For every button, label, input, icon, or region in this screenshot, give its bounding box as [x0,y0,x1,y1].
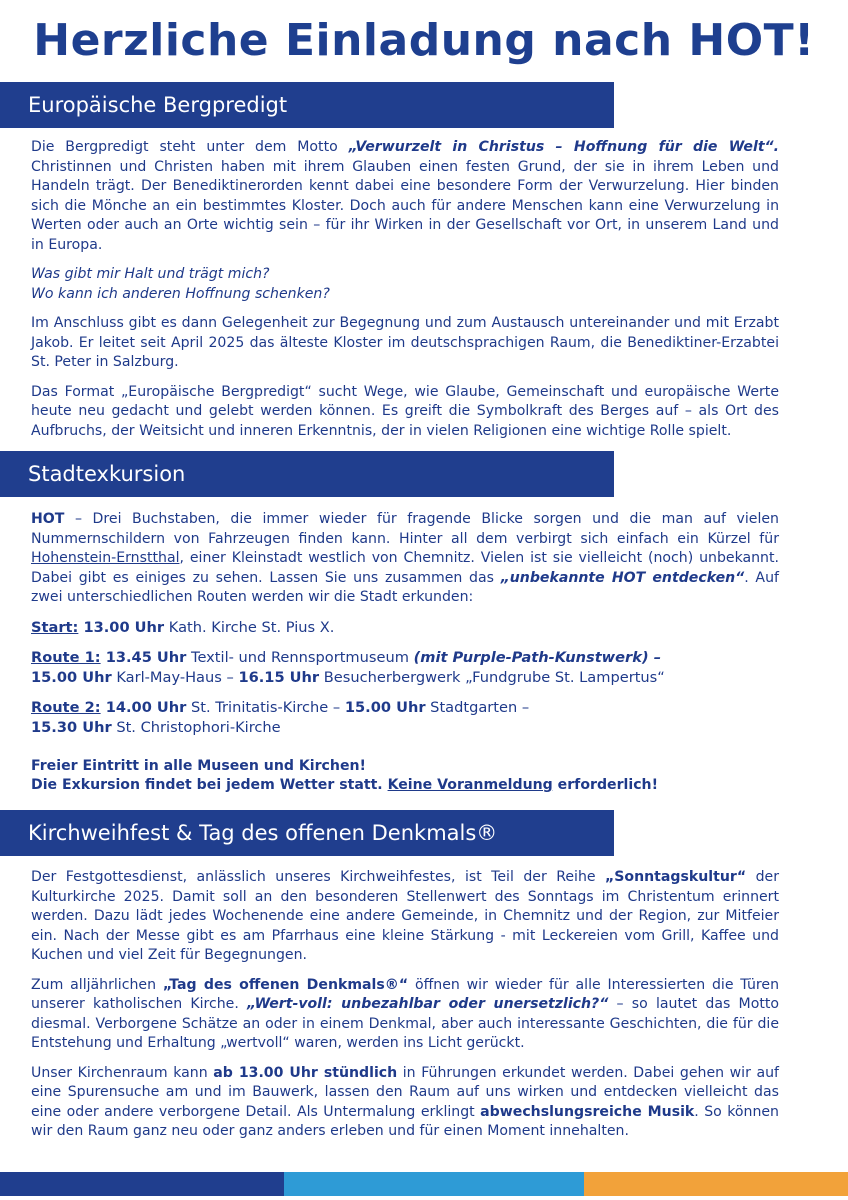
place: Textil- und Rennsportmuseum [186,648,414,666]
text: in Führungen erkundet werden. Dabei gehen wir auf eine Spurensuche am und im Bauwerk, lassen den Raum auf uns wirken und entdecken vielleicht das eine oder andere verborgene Detail. Als Untermalung erklingt [31,1064,779,1120]
start-time: 13.00 Uhr [78,618,165,636]
place: Besucherbergwerk „Fundgrube St. Lampertus“ [319,668,665,686]
time: 13.45 Uhr [100,648,187,666]
text: – Drei Buchstaben, die immer wieder für fragende Blicke sorgen und die man auf vielen Nummernschildern von Fahrzeugen finden kann. Hinter all dem verbirgt sich einfach ein Kürzel für [31,511,779,547]
start-place: Kath. Kirche St. Pius X. [164,618,335,636]
text: öffnen wir wieder für alle Interessierten die Türen unserer katholischen Kirche. [31,976,780,1012]
place: St. Trinitatis-Kirche – [186,698,345,716]
emphasis-text: „Sonntagskultur“ [605,869,747,885]
motto-text: „Verwurzelt in Christus – Hoffnung für die Welt“. [348,139,779,155]
footer-bar-blue [0,1172,284,1196]
footer-bar-orange [584,1172,848,1196]
time: 16.15 Uhr [238,668,320,686]
time: 15.30 Uhr [31,718,112,736]
start-line [31,618,779,638]
hot-text: HOT [31,511,65,527]
time: 15.00 Uhr [31,668,112,686]
section-bergpredigt [31,138,779,441]
question-1: Was gibt mir Halt und trägt mich? [31,266,270,282]
text: Christinnen und Christen haben mit ihrem Glauben einen festen Grund, der sie in ihrem Leben und Handeln trägt. Der Benediktinerorden kennt dabei eine besondere Form der Verwurzelung. Hier binden sich die Mönche an ein bestimmtes Kloster. Doch auch für andere Menschen kann eine Verwurzelung in Werten oder auch an Orte wichtig sein – für ihr Wirken in der Gesellschaft vor Ort, in unserem Land und in Europa. [31,158,779,253]
paragraph [31,1064,779,1142]
text: Der Festgottesdienst, anlässlich unseres Kirchweihfestes, ist Teil der Reihe [31,869,605,885]
text: – so lautet das Motto diesmal. Verborgene Schätze an oder in einem Denkmal, aber auch interessante Geschichten, die für die Entstehung und Erhaltung „wertvoll“ waren, werden ins Licht gerückt. [31,996,779,1051]
section-heading-kirchweihfest: Kirchweihfest & Tag des offenen Denkmals® [0,810,614,856]
free-entry-note: Freier Eintritt in alle Museen und Kirchen! [31,757,366,774]
text: , einer Kleinstadt westlich von Chemnitz. Vielen ist sie vielleicht (noch) unbekannt. Dabei gibt es einiges zu sehen. Lassen Sie uns zusammen das [31,550,779,586]
weather-note [31,776,779,796]
paragraph [31,976,779,1054]
paragraph [31,868,779,966]
section-heading-stadtexkursion: Stadtexkursion [0,451,614,497]
paragraph: Das Format „Europäische Bergpredigt“ sucht Wege, wie Glaube, Gemeinschaft und europäische Werte heute neu gedacht und gelebt werden können. Es greift die Symbolkraft des Berges auf – als Ort des Aufbruchs, der Weitsicht und inneren Erkenntnis, der in vielen Religionen eine wichtige Rolle spielt. [31,383,779,439]
emphasis-text: ab 13.00 Uhr stündlich [213,1064,398,1081]
place: Karl-May-Haus – [111,668,239,686]
place: St. Christophori-Kirche [111,718,281,736]
text: Unser Kirchenraum kann [31,1064,214,1081]
section-kirchweihfest [31,868,779,1142]
paragraph [31,510,779,608]
text: erforderlich! [552,777,659,793]
section-stadtexkursion [31,510,779,796]
route-2-label: Route 2: [31,698,101,716]
text: Die Bergpredigt steht unter dem Motto [31,139,349,155]
emphasis-text: „Tag des offenen Denkmals®“ [162,976,409,993]
footer-color-bar [0,1172,848,1196]
section-heading-bergpredigt: Europäische Bergpredigt [0,82,614,128]
hohenstein-link[interactable]: Hohenstein-Ernstthal [31,550,180,566]
route-note: (mit Purple-Path-Kunstwerk) – [413,648,661,666]
place: Stadtgarten – [425,698,530,716]
emphasis-text: „unbekannte HOT entdecken“ [500,569,745,586]
route-1-label: Route 1: [31,648,101,666]
route-2 [31,698,779,738]
page-title: Herzliche Einladung nach HOT! [33,15,815,66]
question-2: Wo kann ich anderen Hoffnung schenken? [31,285,330,302]
emphasis-text: abwechslungsreiche Musik [480,1103,695,1120]
paragraph: Im Anschluss gibt es dann Gelegenheit zur Begegnung und zum Austausch untereinander und mit Erzabt Jakob. Er leitet seit April 2025 das älteste Kloster im deutschsprachigen Raum, die Benediktiner-Erzabtei St. Peter in Salzburg. [31,315,779,370]
text: . So können wir den Raum ganz neu oder ganz anders erleben und für einen Moment innehalten. [31,1103,779,1139]
text: . Auf zwei unterschiedlichen Routen werden wir die Stadt erkunden: [31,569,779,605]
time: 15.00 Uhr [344,698,426,716]
start-label: Start: [31,618,79,636]
footer-bar-lightblue [284,1172,584,1196]
paragraph [31,138,779,255]
text: Die Exkursion findet bei jedem Wetter statt. [31,777,388,793]
text: der Kulturkirche 2025. Damit soll an den besonderen Stellenwert des Sonntags im Christentum erinnert werden. Dazu lädt jedes Wochenende eine andere Gemeinde, in Chemnitz und der Region, zur Mitfeier ein. Nach der Messe gibt es am Pfarrhaus eine kleine Stärkung - mit Leckereien vom Grill, Kaffee und Kuchen und viel Zeit für Begegnungen. [31,869,779,963]
text: Zum alljährlichen [31,976,163,993]
motto-text: „Wert-voll: unbezahlbar oder unersetzlich?“ [247,996,609,1012]
route-1 [31,648,779,688]
time: 14.00 Uhr [100,698,187,716]
no-registration-text: Keine Voranmeldung [387,777,553,793]
